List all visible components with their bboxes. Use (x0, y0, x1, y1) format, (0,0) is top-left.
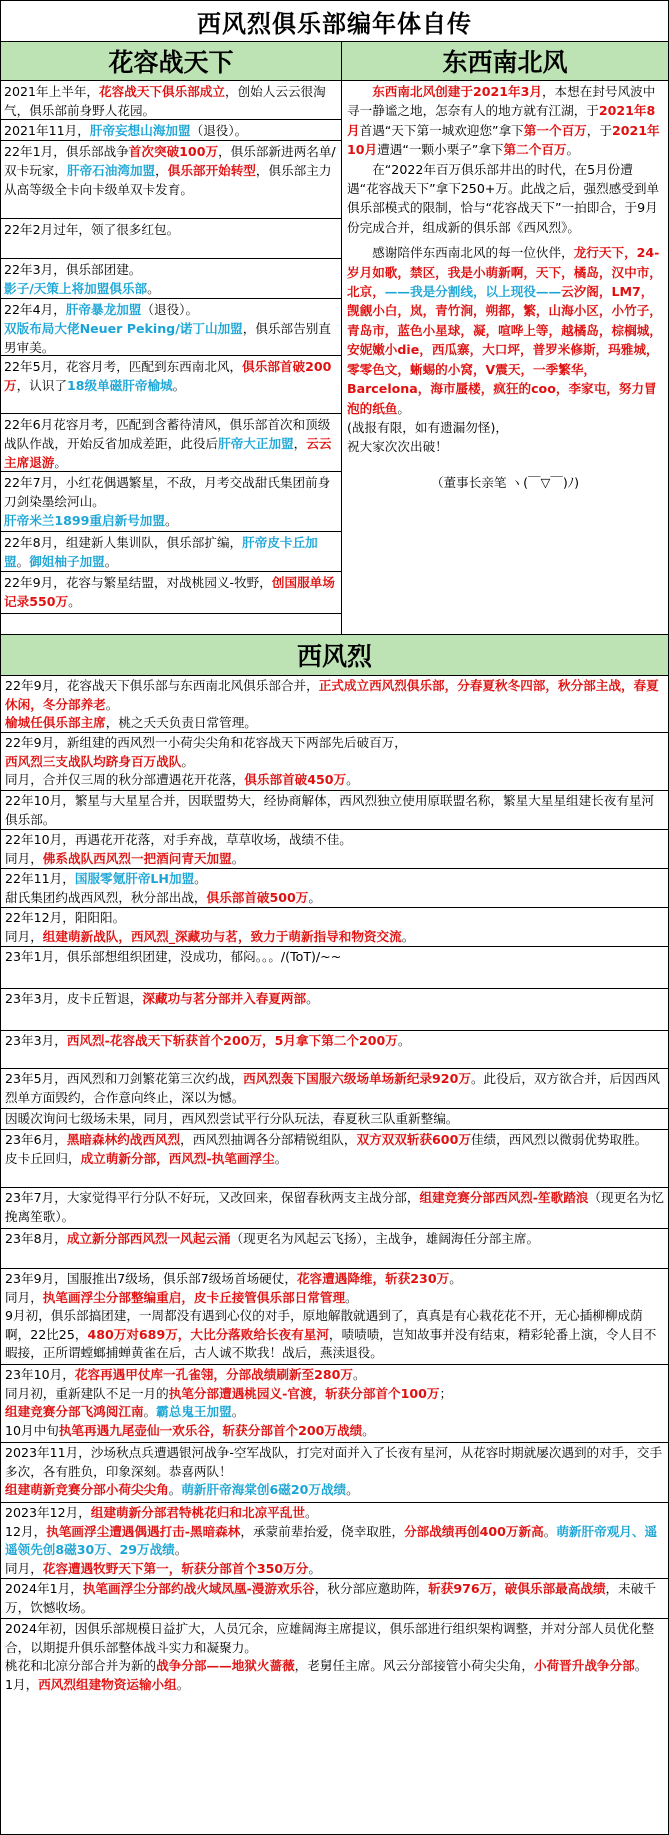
timeline-entry (1, 1130, 668, 1188)
left-entry (1, 572, 341, 614)
highlight-run: 俱乐部首破200万 (4, 359, 332, 393)
highlight-run: 执笔画浮尘遭遇偶遇打击-黑暗森林 (46, 1523, 241, 1539)
text-run: 23年5月，西风烈和刀剑繁花第三次约战， (5, 1071, 244, 1086)
text-run: ，桃之夭夭负责日常管理。 (105, 715, 257, 731)
highlight-run: 成立新分部西风烈一风起云涌 (66, 1231, 231, 1246)
highlight-run: 执笔分部遭遇桃园义-官渡，斩获分部首个100万 (168, 1385, 440, 1401)
text-run: 2021年11月， (4, 123, 90, 138)
timeline-entry (1, 869, 668, 908)
highlight-run: 肝帝暴龙加盟 (65, 302, 142, 317)
highlight-run: 第一个百万 (523, 122, 587, 138)
highlight-run: 分部战绩再创400万新高 (404, 1523, 544, 1539)
right-paragraph (347, 437, 663, 456)
highlight-run: 肝帝妄想山海加盟 (89, 123, 191, 138)
text-run: ，于 (586, 122, 612, 138)
text-run: 。 (143, 1404, 157, 1420)
right-paragraph (347, 82, 663, 160)
left-entry (1, 532, 341, 572)
text-run: 23年3月，皮卡丘暂退， (5, 991, 143, 1006)
text-run: 2024年初，因俱乐部规模日益扩大，人员冗余，应雄阔海主席提议，俱乐部进行组织架构调整，并对分部人员优化整合，以期提升俱乐部整体战斗实力和凝聚力。 (5, 1621, 655, 1655)
text-run: (战报有限，如有遗漏勿怪)， (347, 419, 508, 435)
text-run: 。 (176, 1676, 190, 1692)
text-run: 22年7月，小红花偶遇繁星，不敌，月考交战甜氏集团前身刀剑染墨绘河山。 (4, 475, 331, 509)
highlight-run: 成立萌新分部，西风烈-执笔画浮尘 (80, 1150, 275, 1166)
text-run: 。此役后，双方欲合并，后因西风烈单方面毁约，合作意向终止，深以为憾。 (5, 1071, 660, 1105)
highlight-run: 俱乐部首破500万 (206, 889, 309, 905)
right-paragraph (347, 418, 663, 437)
text-run: 23年6月， (5, 1132, 67, 1147)
text-run: 。 (449, 1271, 462, 1286)
text-run: 22年6月花容月考，匹配到含蓄待清风，俱乐部首次和顶级战队作战，开始反省加成差距，此役后 (4, 417, 331, 451)
text-run: 2021年上半年， (4, 84, 100, 99)
highlight-run: 萌新肝帝观月、遥遥领先创8磁30万、29万战绩 (5, 1523, 658, 1558)
timeline-entry (1, 908, 668, 947)
text-run: 。 (346, 1482, 359, 1498)
left-column-header: 花容战天下 (1, 42, 342, 81)
text-run: 23年10月， (5, 1367, 75, 1382)
highlight-run: 肝帝大正加盟 (218, 436, 294, 451)
text-run: 22年8月，组建新人集训队，俱乐部扩编， (4, 535, 243, 550)
highlight-run: 小荷晋升战争分部 (533, 1658, 635, 1674)
highlight-run: 云汐阁，LM7，觊觎小白，岚，青竹涧，朔都，繁，山海小区，小竹子，青岛市，蓝色小星球，凝，喧哗上等，越橘岛，棕榈城，安妮嫩小die，西瓜寨，大口坪，普罗米修斯，玛雅城，零零色文，蜥蜴的小窝，V震天，一季繁华，Barcelona，海市蜃楼，疯狂的coo，李家屯，努力冒泡的纸鱼 (347, 284, 662, 416)
highlight-run: 国服零氪肝帝LH加盟 (74, 871, 195, 886)
text-run: 。 (306, 991, 319, 1006)
highlight-run: 首次突破100万 (128, 144, 219, 159)
text-run: 。 (168, 1482, 182, 1498)
text-run: （现更名为忆挽离笙歌）。 (5, 1190, 664, 1224)
text-run: 22年3月，俱乐部团建。 (4, 262, 142, 277)
highlight-run: 东西南北风创建于2021年3月 (372, 84, 542, 99)
text-run: ，未破千万，饮憾收场。 (5, 1581, 656, 1615)
text-run: 22年10月，繁星与大星星合并，因联盟势大，经协商解体，西风烈独立使用原联盟名称，繁星大星星组建长夜有星河俱乐部。 (5, 793, 655, 827)
right-column-header: 东西南北风 (342, 42, 668, 81)
text-run: 同月， (5, 850, 43, 866)
timeline-entry (1, 676, 668, 733)
text-run: ， (155, 163, 168, 178)
text-run: 。 (308, 889, 321, 905)
text-run: ，创始人云云很淘气，俱乐部前身野人花园。 (4, 84, 326, 118)
timeline-entry (1, 989, 668, 1031)
text-run: ，认识了 (16, 378, 67, 393)
left-column (1, 81, 342, 634)
timeline-entry (1, 733, 668, 791)
text-run: ，俱乐部新进两名单/双卡玩家， (4, 144, 336, 178)
timeline-entry (1, 1109, 668, 1130)
highlight-run: 斩获976万，破俱乐部最高战绩 (428, 1581, 606, 1596)
text-run: 2023年12月， (5, 1505, 91, 1520)
right-paragraph (347, 160, 663, 238)
highlight-run: 2021年10月 (347, 122, 660, 158)
text-run: 22年9月，花容战天下俱乐部与东西南北风俱乐部合并， (5, 678, 319, 693)
left-entry (1, 141, 341, 219)
text-run: 。 (231, 1404, 245, 1420)
timeline-entry (1, 1443, 668, 1503)
text-run: 12月， (5, 1523, 47, 1539)
highlight-run: 480万对689万，大比分落败给长夜有星河 (87, 1326, 329, 1342)
text-run: 同月， (5, 1560, 43, 1576)
highlight-run: 西风烈组建物资运输小组 (38, 1676, 177, 1692)
text-run: 23年3月， (5, 1033, 67, 1048)
text-run: 22年4月， (4, 302, 66, 317)
text-run: 。 (181, 753, 194, 769)
left-entry (1, 120, 341, 141)
text-run: 。 (147, 281, 160, 296)
text-run: 23年9月，国服推出7级场，俱乐部7级场首场硬仗， (5, 1271, 297, 1286)
text-run: 。 (274, 1150, 288, 1166)
text-run: （退役）。 (190, 123, 248, 138)
text-run: 。 (353, 1367, 366, 1382)
timeline-entry (1, 1031, 668, 1069)
text-run: 。 (566, 142, 580, 158)
highlight-run: 创国服单场记录550万 (4, 575, 335, 609)
text-run: ，西风烈抽调各分部精锐组队， (180, 1132, 357, 1147)
highlight-run: 西风烈轰下国服六级场单场新纪录920万 (243, 1071, 471, 1086)
highlight-run: 花容遭遇降维，斩获230万 (296, 1271, 450, 1286)
highlight-run: 榆城任俱乐部主席 (5, 715, 106, 731)
text-run: ，本想在封号风波中寻一静谧之地，怎奈有人的地方就有江湖，于 (347, 84, 656, 119)
right-paragraphs (347, 82, 663, 457)
text-run: 遭遇“一颗小栗子”拿下 (377, 142, 504, 158)
text-run: 。 (231, 850, 245, 866)
text-run: 。 (68, 594, 81, 609)
highlight-run: 御姐柚子加盟 (29, 554, 105, 569)
highlight-run: 执笔再遇九尾壶仙一欢乐谷，斩获分部首个200万战绩 (58, 1422, 363, 1438)
text-run: 。 (165, 513, 178, 528)
left-entry (1, 472, 341, 532)
highlight-run: 正式成立西风烈俱乐部，分春夏秋冬四部，秋分部主战，春夏休闲，冬分部养老 (5, 678, 659, 712)
text-run: 同月， (5, 1289, 43, 1305)
highlight-run: 西风烈三支战队均跻身百万战队 (5, 753, 182, 769)
text-run: 。 (397, 1033, 411, 1048)
highlight-run: 肝帝米兰1899重启新号加盟 (4, 513, 165, 528)
text-run: 祝大家次次出破！ (347, 439, 448, 455)
text-run: （现更名为风起云飞扬），主战争，雄阔海任分部主席。 (230, 1231, 540, 1246)
page-title: 西风烈俱乐部编年体自传 (1, 1, 668, 42)
right-paragraph (347, 243, 663, 418)
timeline-entry (1, 1619, 668, 1716)
text-run: 皮卡丘回归， (5, 1150, 81, 1166)
text-run: 22年1月，俱乐部战争 (4, 144, 129, 159)
highlight-run: 执笔画浮尘分部整编重启，皮卡丘接管俱乐部日常管理 (42, 1289, 346, 1305)
text-run: 。 (174, 1542, 188, 1558)
highlight-run: 俱乐部开始转型 (167, 163, 256, 178)
text-run: 22年2月过年，领了很多红包。 (4, 222, 180, 237)
timeline-entry (1, 1503, 668, 1579)
text-run: 。 (308, 1560, 321, 1576)
section-header: 西风烈 (1, 634, 668, 676)
highlight-run: ——我是分割线，以上现役—— (384, 284, 562, 300)
text-run: 。 (362, 1422, 375, 1438)
text-run: 22年10月，再遇花开花落，对手弃战，草草收场，战绩不佳。 (5, 832, 352, 847)
text-run: 2023年11月，沙场秋点兵遭遇银河战争-空军战队，打完对面并入了长夜有星河，从花容时期就屡次遇到的对手，交手多次，各有胜负，印象深刻。恭喜两队！ (5, 1445, 663, 1479)
text-run: 在“2022年百万俱乐部井出的时代，在5月份遭遇“花容战天下”拿下250+万。此战之后，强烈感受到单俱乐部模式的限制，恰与“花容战天下”一拍即合，于9月份完成合并，组成新的俱乐部《西风烈》。 (347, 161, 660, 235)
highlight-run: 组建萌新战队，西风烈_深藏功与茗，致力于萌新指导和物资交流 (42, 928, 402, 944)
timeline-entry (1, 1229, 668, 1269)
text-run: 同月初，重新建队不足一月的 (5, 1385, 169, 1401)
text-run: 。 (172, 378, 186, 393)
timeline-entry (1, 1188, 668, 1229)
timeline (1, 676, 668, 1716)
text-run: 。 (634, 1658, 648, 1674)
text-run: 22年5月，花容月考，匹配到东西南北风， (4, 359, 243, 374)
text-run: （退役）。 (141, 302, 199, 317)
timeline-entry (1, 1365, 668, 1443)
text-run: 佳绩，西风烈以微弱优势取胜。 (470, 1132, 648, 1147)
text-run: 。 (401, 928, 415, 944)
left-entry (1, 356, 341, 414)
left-entry (1, 414, 341, 472)
text-run: 22年12月，阳阳阳。 (5, 910, 126, 925)
highlight-run: 深藏功与茗分部并入春夏两部 (142, 991, 307, 1006)
right-column (342, 81, 668, 634)
text-run: 。 (54, 455, 67, 470)
highlight-run: 2021年8月 (347, 103, 656, 138)
text-run: ， (293, 436, 307, 451)
text-run: ，秋分部应邀助阵， (314, 1581, 429, 1596)
text-run: 。 (346, 772, 359, 788)
text-run: ，承蒙前辈抬爱，侥幸取胜， (240, 1523, 405, 1539)
highlight-run: 肝帝皮卡丘加盟 (4, 535, 318, 569)
text-run: 。 (194, 871, 207, 886)
highlight-run: 执笔画浮尘分部约战火域凤凰-漫游欢乐谷 (82, 1581, 315, 1596)
text-run: 同月，合并仅三周的秋分部遭遇花开花落， (5, 772, 245, 788)
text-run: 。 (345, 1289, 358, 1305)
text-run: 23年1月，俱乐部想组织团建，没成功，郁闷。。。/(ToT)/~~ (5, 949, 342, 964)
text-run: 。 (397, 400, 410, 416)
highlight-run: 俱乐部首破450万 (244, 772, 347, 788)
text-run: 同月， (5, 928, 43, 944)
timeline-entry (1, 1069, 668, 1109)
left-entry (1, 259, 341, 299)
text-run: 首遇“天下第一城欢迎您”拿下 (359, 122, 524, 138)
highlight-run: 花容战天下俱乐部成立 (99, 84, 225, 99)
text-run: ，俱乐部告别直男审美。 (4, 321, 331, 355)
left-entry (1, 219, 341, 259)
text-run: 感谢陪伴东西南北风的每一位伙伴， (372, 245, 574, 261)
timeline-entry (1, 830, 668, 869)
highlight-run: 战争分部——地狱火蔷薇 (156, 1658, 295, 1674)
text-run: 甜氏集团约战西风烈，秋分部出战， (5, 889, 207, 905)
text-run: 1月， (5, 1676, 39, 1692)
text-run: 23年7月，大家觉得平行分队不好玩，又改回来，保留春秋两支主战分部， (5, 1190, 420, 1205)
highlight-run: 花容再遇甲仗库一孔雀翎，分部战绩刷新至280万 (74, 1367, 354, 1382)
highlight-run: 肝帝石油湾加盟 (66, 163, 156, 178)
timeline-entry (1, 791, 668, 830)
text-run: 。 (304, 1505, 318, 1520)
text-run: ； (439, 1385, 453, 1401)
text-run: 9月初，俱乐部搞团建，一周都没有遇到心仪的对手，原地解散就遇到了，真真是有心栽花花不开，无心插柳柳成荫啊，22比25， (5, 1308, 643, 1342)
highlight-run: 萌新肝帝海棠创6磁20万战绩 (181, 1482, 347, 1498)
signature: （董事长亲笔 ヽ(￣▽￣)ﾉ) (430, 474, 580, 490)
text-run: 。 (16, 554, 30, 569)
timeline-entry (1, 947, 668, 989)
left-entry (1, 299, 341, 356)
timeline-entry (1, 1579, 668, 1619)
text-run: 因暖次询问七级场未果，同月，西风烈尝试平行分队玩法，春夏秋三队重新整编。 (5, 1111, 459, 1126)
highlight-run: 双版布局大佬Neuer Peking/诺丁山加盟 (4, 321, 243, 336)
highlight-run: 双方双双斩获600万 (356, 1132, 471, 1147)
text-run: 22年9月，新组建的西风烈一小荷尖尖角和花容战天下两部先后破百万， (5, 735, 407, 750)
highlight-run: 佛系战队西风烈一把酒问青天加盟 (42, 850, 232, 866)
highlight-run: 霸总鬼王加盟 (156, 1404, 232, 1420)
text-run: ，俱乐部主力从高等级全卡向卡级单双卡发育。 (4, 163, 332, 197)
text-run: 。 (104, 554, 118, 569)
highlight-run: 影子/天策上将加盟俱乐部 (4, 281, 148, 296)
text-run: 22年9月，花容与繁星结盟，对战桃园义-牧野， (4, 575, 272, 590)
highlight-run: 18级单磁肝帝榆城 (66, 378, 173, 393)
text-run: 桃花和北凉分部合并为新的 (5, 1658, 157, 1674)
text-run: ，老舅任主席。风云分部接管小荷尖尖角， (294, 1658, 534, 1674)
highlight-run: 第二个百万 (503, 142, 567, 158)
timeline-entry (1, 1269, 668, 1365)
text-run: ，啧啧啧，岂知故事并没有结束，精彩轮番上演，令人目不暇接，正所谓螳螂捕蝉黄雀在后，古人诚不欺我！战后，燕渎退役。 (5, 1326, 657, 1361)
text-run: 23年8月， (5, 1231, 67, 1246)
highlight-run: 组建竞赛分部飞鸿阅江南 (5, 1404, 144, 1420)
highlight-run: 花容遭遇牧野天下第一，斩获分部首个350万分 (42, 1560, 309, 1576)
text-run: 。 (543, 1523, 557, 1539)
text-run: 2024年1月， (5, 1581, 83, 1596)
left-entry (1, 81, 341, 120)
highlight-run: 西风烈-花容战天下斩获首个200万，5月拿下第二个200万 (66, 1033, 398, 1048)
text-run: 10月中旬 (5, 1422, 59, 1438)
highlight-run: 龙行天下，24-岁月如歌，禁区，我是小萌新啊，天下，橘岛，汉中市，北京， (347, 245, 662, 300)
highlight-run: 黑暗森林约战西风烈 (66, 1132, 181, 1147)
text-run: 。 (105, 696, 119, 712)
highlight-run: 组建萌新分部君特桃花归和北凉平乱世 (90, 1505, 305, 1520)
highlight-run: 组建萌新竞赛分部小荷尖尖角 (5, 1482, 169, 1498)
highlight-run: 云云主席退游 (4, 436, 332, 470)
highlight-run: 组建竞赛分部西风烈-笙歌踏浪 (419, 1190, 589, 1205)
text-run: 22年11月， (5, 871, 75, 886)
